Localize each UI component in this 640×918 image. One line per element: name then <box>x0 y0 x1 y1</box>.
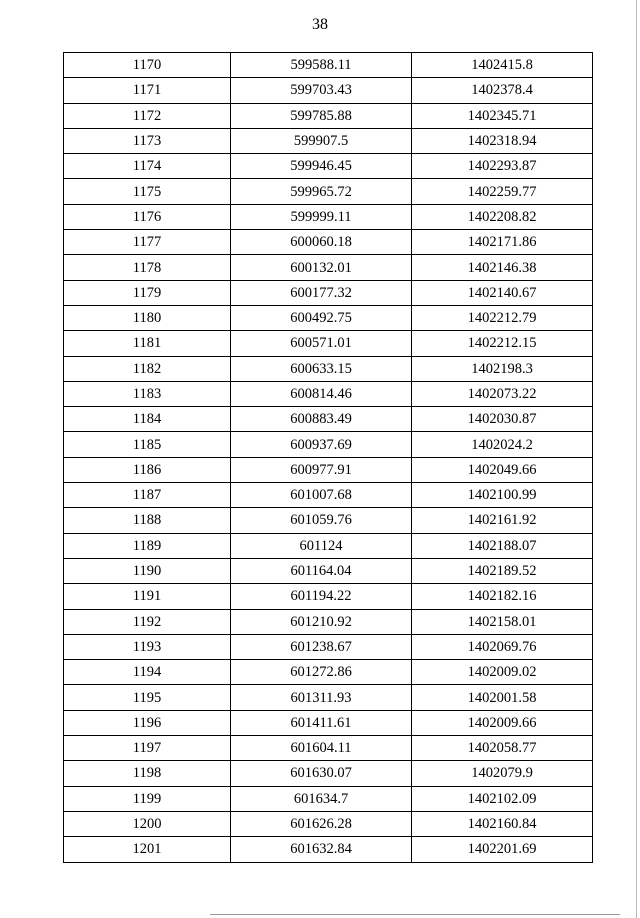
y-coordinate-cell: 1402158.01 <box>412 609 593 634</box>
x-coordinate-cell: 600177.32 <box>231 280 412 305</box>
x-coordinate-cell: 601124 <box>231 533 412 558</box>
x-coordinate-cell: 599588.11 <box>231 53 412 78</box>
point-number-cell: 1174 <box>64 154 231 179</box>
point-number-cell: 1186 <box>64 457 231 482</box>
point-number-cell: 1179 <box>64 280 231 305</box>
point-number-cell: 1196 <box>64 710 231 735</box>
table-row <box>64 786 593 811</box>
x-coordinate-cell: 601238.67 <box>231 634 412 659</box>
table-row <box>64 179 593 204</box>
x-coordinate-cell: 601272.86 <box>231 660 412 685</box>
table-row <box>64 457 593 482</box>
y-coordinate-cell: 1402069.76 <box>412 634 593 659</box>
x-coordinate-cell: 601634.7 <box>231 786 412 811</box>
point-number-cell: 1201 <box>64 837 231 862</box>
point-number-cell: 1184 <box>64 407 231 432</box>
x-coordinate-cell: 601311.93 <box>231 685 412 710</box>
point-number-cell: 1181 <box>64 331 231 356</box>
point-number-cell: 1180 <box>64 305 231 330</box>
point-number-cell: 1177 <box>64 230 231 255</box>
point-number-cell: 1182 <box>64 356 231 381</box>
table-row <box>64 634 593 659</box>
table-row <box>64 761 593 786</box>
point-number-cell: 1172 <box>64 103 231 128</box>
y-coordinate-cell: 1402318.94 <box>412 128 593 153</box>
point-number-cell: 1171 <box>64 78 231 103</box>
table-row <box>64 685 593 710</box>
x-coordinate-cell: 599946.45 <box>231 154 412 179</box>
point-number-cell: 1175 <box>64 179 231 204</box>
point-number-cell: 1195 <box>64 685 231 710</box>
x-coordinate-cell: 601194.22 <box>231 584 412 609</box>
table-row <box>64 736 593 761</box>
y-coordinate-cell: 1402201.69 <box>412 837 593 862</box>
table-row <box>64 710 593 735</box>
table-row <box>64 837 593 862</box>
x-coordinate-cell: 600633.15 <box>231 356 412 381</box>
x-coordinate-cell: 599907.5 <box>231 128 412 153</box>
y-coordinate-cell: 1402259.77 <box>412 179 593 204</box>
y-coordinate-cell: 1402182.16 <box>412 584 593 609</box>
coordinates-table <box>63 52 593 863</box>
table-row <box>64 508 593 533</box>
x-coordinate-cell: 600814.46 <box>231 381 412 406</box>
point-number-cell: 1178 <box>64 255 231 280</box>
table-row <box>64 407 593 432</box>
y-coordinate-cell: 1402415.8 <box>412 53 593 78</box>
y-coordinate-cell: 1402102.09 <box>412 786 593 811</box>
table-row <box>64 811 593 836</box>
table-row <box>64 305 593 330</box>
y-coordinate-cell: 1402001.58 <box>412 685 593 710</box>
x-coordinate-cell: 601059.76 <box>231 508 412 533</box>
x-coordinate-cell: 600492.75 <box>231 305 412 330</box>
table-row <box>64 558 593 583</box>
point-number-cell: 1176 <box>64 204 231 229</box>
table-row <box>64 255 593 280</box>
table-row <box>64 609 593 634</box>
y-coordinate-cell: 1402212.15 <box>412 331 593 356</box>
scan-bottom-edge <box>210 914 620 915</box>
y-coordinate-cell: 1402009.02 <box>412 660 593 685</box>
table-row <box>64 381 593 406</box>
x-coordinate-cell: 601164.04 <box>231 558 412 583</box>
x-coordinate-cell: 600132.01 <box>231 255 412 280</box>
y-coordinate-cell: 1402009.66 <box>412 710 593 735</box>
y-coordinate-cell: 1402212.79 <box>412 305 593 330</box>
x-coordinate-cell: 601007.68 <box>231 483 412 508</box>
x-coordinate-cell: 600883.49 <box>231 407 412 432</box>
x-coordinate-cell: 601411.61 <box>231 710 412 735</box>
scan-right-edge <box>636 0 637 918</box>
y-coordinate-cell: 1402073.22 <box>412 381 593 406</box>
point-number-cell: 1183 <box>64 381 231 406</box>
table-row <box>64 660 593 685</box>
y-coordinate-cell: 1402171.86 <box>412 230 593 255</box>
y-coordinate-cell: 1402345.71 <box>412 103 593 128</box>
point-number-cell: 1192 <box>64 609 231 634</box>
x-coordinate-cell: 601632.84 <box>231 837 412 862</box>
y-coordinate-cell: 1402146.38 <box>412 255 593 280</box>
point-number-cell: 1185 <box>64 432 231 457</box>
point-number-cell: 1199 <box>64 786 231 811</box>
table-row <box>64 53 593 78</box>
table-row <box>64 78 593 103</box>
x-coordinate-cell: 599785.88 <box>231 103 412 128</box>
y-coordinate-cell: 1402189.52 <box>412 558 593 583</box>
point-number-cell: 1187 <box>64 483 231 508</box>
point-number-cell: 1197 <box>64 736 231 761</box>
point-number-cell: 1173 <box>64 128 231 153</box>
y-coordinate-cell: 1402160.84 <box>412 811 593 836</box>
y-coordinate-cell: 1402188.07 <box>412 533 593 558</box>
point-number-cell: 1189 <box>64 533 231 558</box>
table-row <box>64 432 593 457</box>
point-number-cell: 1194 <box>64 660 231 685</box>
x-coordinate-cell: 599703.43 <box>231 78 412 103</box>
point-number-cell: 1191 <box>64 584 231 609</box>
table-row <box>64 483 593 508</box>
y-coordinate-cell: 1402100.99 <box>412 483 593 508</box>
table-row <box>64 204 593 229</box>
table-row <box>64 533 593 558</box>
table-body <box>64 53 593 863</box>
x-coordinate-cell: 600937.69 <box>231 432 412 457</box>
y-coordinate-cell: 1402378.4 <box>412 78 593 103</box>
table-row <box>64 230 593 255</box>
table-row <box>64 356 593 381</box>
y-coordinate-cell: 1402293.87 <box>412 154 593 179</box>
y-coordinate-cell: 1402208.82 <box>412 204 593 229</box>
y-coordinate-cell: 1402049.66 <box>412 457 593 482</box>
table-row <box>64 128 593 153</box>
x-coordinate-cell: 601630.07 <box>231 761 412 786</box>
point-number-cell: 1198 <box>64 761 231 786</box>
y-coordinate-cell: 1402140.67 <box>412 280 593 305</box>
y-coordinate-cell: 1402198.3 <box>412 356 593 381</box>
point-number-cell: 1188 <box>64 508 231 533</box>
table-row <box>64 280 593 305</box>
y-coordinate-cell: 1402058.77 <box>412 736 593 761</box>
table-row <box>64 584 593 609</box>
table-row <box>64 154 593 179</box>
y-coordinate-cell: 1402079.9 <box>412 761 593 786</box>
table-row <box>64 331 593 356</box>
x-coordinate-cell: 601626.28 <box>231 811 412 836</box>
point-number-cell: 1170 <box>64 53 231 78</box>
y-coordinate-cell: 1402030.87 <box>412 407 593 432</box>
x-coordinate-cell: 600571.01 <box>231 331 412 356</box>
x-coordinate-cell: 601210.92 <box>231 609 412 634</box>
y-coordinate-cell: 1402161.92 <box>412 508 593 533</box>
table-row <box>64 103 593 128</box>
x-coordinate-cell: 600977.91 <box>231 457 412 482</box>
x-coordinate-cell: 600060.18 <box>231 230 412 255</box>
point-number-cell: 1193 <box>64 634 231 659</box>
point-number-cell: 1190 <box>64 558 231 583</box>
x-coordinate-cell: 599999.11 <box>231 204 412 229</box>
x-coordinate-cell: 599965.72 <box>231 179 412 204</box>
page-number: 38 <box>312 16 328 33</box>
x-coordinate-cell: 601604.11 <box>231 736 412 761</box>
point-number-cell: 1200 <box>64 811 231 836</box>
y-coordinate-cell: 1402024.2 <box>412 432 593 457</box>
